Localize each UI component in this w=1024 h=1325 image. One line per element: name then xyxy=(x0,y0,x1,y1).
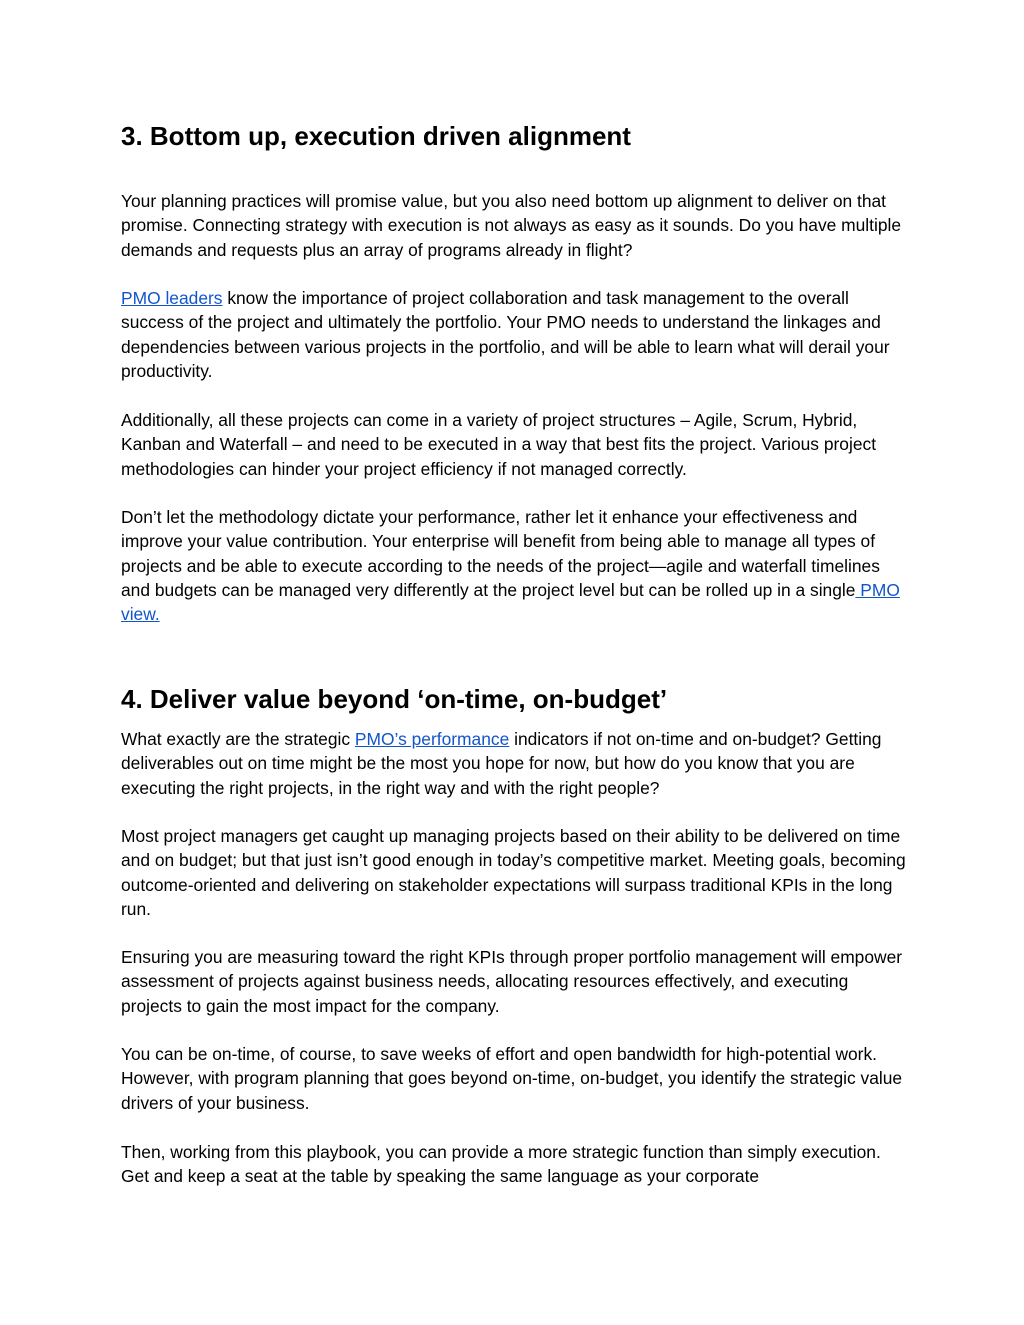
paragraph-kpis: Ensuring you are measuring toward the right KPIs through proper portfolio management will empower assessment of projects against business needs, allocating resources effectively, and executing projects to gain the most impact for the company. xyxy=(121,947,903,1016)
section-4-heading: 4. Deliver value beyond ‘on-time, on-budget’ xyxy=(121,684,668,714)
paragraph-pmo-leaders-text: know the importance of project collaboration and task management to the overall success of the project and ultimately the portfolio. Your PMO needs to understand the linkages and dependencies between various projects in the portfolio, and will be able to learn what will derail your productivity. xyxy=(121,288,890,381)
paragraph-strategic-indicators-start: What exactly are the strategic xyxy=(121,729,355,749)
paragraph-methodology-text: Don’t let the methodology dictate your performance, rather let it enhance your effectiveness and improve your value contribution. Your enterprise will benefit from being able to manage all types of projects and be able to execute according to the needs of the project—agile and waterfall timelines and budgets can be managed very differently at the project level but can be rolled up in a single xyxy=(121,507,880,600)
paragraph-playbook: Then, working from this playbook, you can provide a more strategic function than simply execution. Get and keep a seat at the table by speaking the same language as your corporate xyxy=(121,1142,881,1187)
paragraph-project-structures: Additionally, all these projects can come in a variety of project structures – Agile, Scrum, Hybrid, Kanban and Waterfall – and need to be executed in a way that best fits the project. Various project methodologies can hinder your project efficiency if not managed correctly. xyxy=(121,410,877,479)
section-3-heading: 3. Bottom up, execution driven alignment xyxy=(121,121,631,151)
paragraph-pmo-leaders xyxy=(121,286,911,383)
paragraph-strategic-indicators-end: indicators if not on-time and on-budget? Getting deliverables out on time might be the most you hope for now, but how do you know that you are executing the right projects, in the right way and with the right people? xyxy=(121,729,882,798)
paragraph-methodology xyxy=(121,505,911,626)
paragraph-planning-practices: Your planning practices will promise value, but you also need bottom up alignment to deliver on that promise. Connecting strategy with execution is not always as easy as it sounds. Do you have multiple demands and requests plus an array of programs already in flight? xyxy=(121,191,902,260)
paragraph-project-managers: Most project managers get caught up managing projects based on their ability to be delivered on time and on budget; but that just isn’t good enough in today’s competitive market. Meeting goals, becoming outcome-oriented and delivering on stakeholder expectations will surpass traditional KPIs in the long run. xyxy=(121,826,906,919)
pmo-view-link[interactable]: PMO view. xyxy=(121,579,900,625)
pmo-performance-link[interactable]: PMO’s performance xyxy=(354,729,510,749)
paragraph-on-time: You can be on-time, of course, to save weeks of effort and open bandwidth for high-potential work. However, with program planning that goes beyond on-time, on-budget, you identify the strategic value drivers of your business. xyxy=(121,1044,903,1113)
paragraph-strategic-indicators xyxy=(121,727,911,800)
pmo-leaders-link[interactable]: PMO leaders xyxy=(121,288,223,308)
